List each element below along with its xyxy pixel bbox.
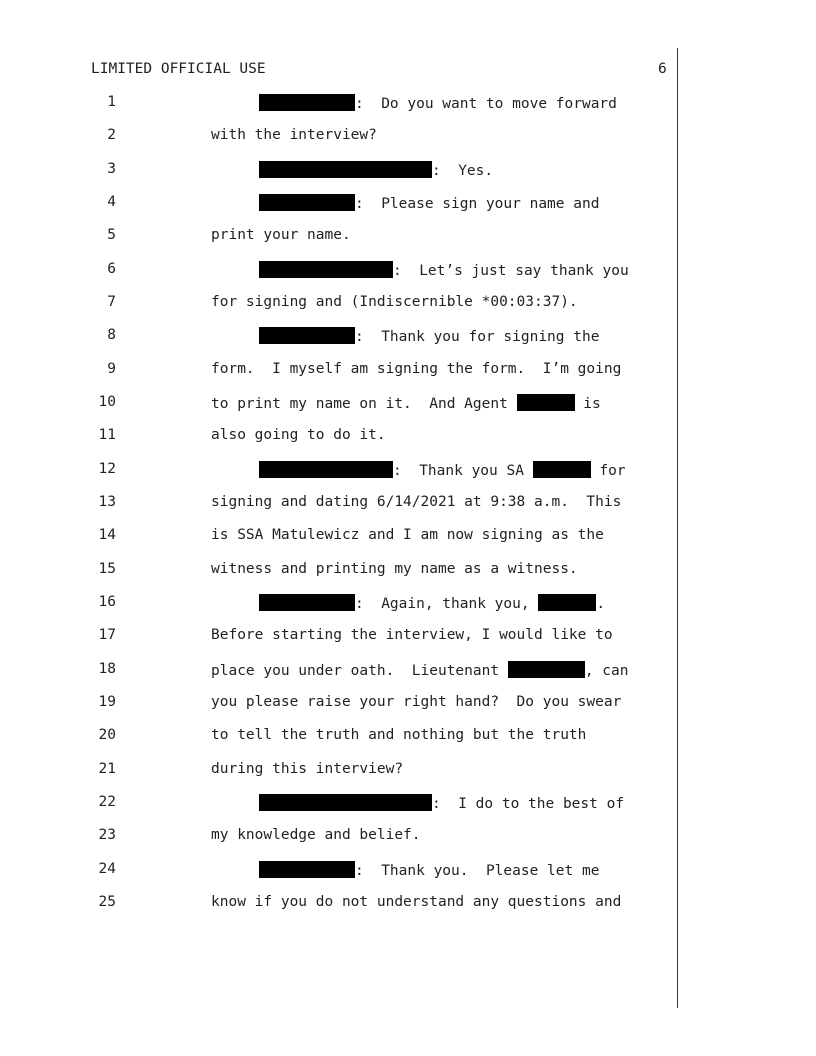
line-text: print your name. [211, 227, 351, 243]
line-text: form. I myself am signing the form. I’m going [211, 361, 622, 377]
line-text-content: . [596, 596, 606, 612]
line-text [259, 594, 605, 612]
line-text [259, 461, 626, 479]
line-number: 22 [98, 794, 116, 810]
line-text: during this interview? [211, 761, 404, 777]
line-text [259, 794, 624, 812]
line-text [259, 861, 599, 879]
line-text-content: , can [584, 663, 629, 679]
line-number: 24 [98, 861, 116, 877]
line-number: 23 [98, 827, 116, 843]
line-text-content: : Let’s just say thank you [393, 263, 629, 279]
redaction-block [259, 861, 355, 878]
line-number: 18 [98, 661, 116, 677]
line-text-content: : Please sign your name and [355, 196, 600, 212]
line-text-content: : Again, thank you, [355, 596, 539, 612]
line-text [259, 327, 599, 345]
redaction-block [259, 261, 393, 278]
redaction-block [259, 94, 355, 111]
line-number: 1 [107, 94, 116, 110]
line-text-content: is [574, 396, 601, 412]
line-text-content: : Yes. [432, 163, 494, 179]
line-text: you please raise your right hand? Do you swear [211, 694, 622, 710]
line-text: with the interview? [211, 127, 377, 143]
page-number: 6 [658, 61, 667, 77]
line-text: also going to do it. [211, 427, 386, 443]
line-text-content: : Thank you SA [393, 463, 533, 479]
line-number: 6 [107, 261, 116, 277]
redaction-block [259, 461, 393, 478]
line-number: 25 [98, 894, 116, 910]
line-text [211, 661, 628, 679]
redaction-block [259, 161, 432, 178]
line-number: 2 [107, 127, 116, 143]
line-text-content: : Do you want to move forward [355, 96, 617, 112]
line-text: know if you do not understand any questions and [211, 894, 622, 910]
line-number: 21 [98, 761, 116, 777]
line-text-content: place you under oath. Lieutenant [211, 663, 508, 679]
right-margin-rule [677, 48, 678, 1008]
line-text [259, 161, 493, 179]
line-text [259, 94, 617, 112]
line-text: my knowledge and belief. [211, 827, 421, 843]
line-text: is SSA Matulewicz and I am now signing as the [211, 527, 604, 543]
redaction-block [508, 661, 585, 678]
line-text: to tell the truth and nothing but the truth [211, 727, 587, 743]
line-text: Before starting the interview, I would like to [211, 627, 613, 643]
redaction-block [259, 327, 355, 344]
line-number: 11 [98, 427, 116, 443]
line-number: 19 [98, 694, 116, 710]
line-text-content: to print my name on it. And Agent [211, 396, 517, 412]
line-number: 9 [107, 361, 116, 377]
line-number: 13 [98, 494, 116, 510]
redaction-block [259, 194, 355, 211]
line-number: 7 [107, 294, 116, 310]
line-text-content: : Thank you. Please let me [355, 863, 600, 879]
line-number: 8 [107, 327, 116, 343]
redaction-block [533, 461, 591, 478]
line-number: 5 [107, 227, 116, 243]
line-text-content: for [590, 463, 626, 479]
line-text-content: : Thank you for signing the [355, 329, 600, 345]
line-text: witness and printing my name as a witness. [211, 561, 578, 577]
line-text-content: : I do to the best of [432, 796, 625, 812]
line-text [259, 194, 599, 212]
line-text: for signing and (Indiscernible *00:03:37). [211, 294, 578, 310]
line-text [211, 394, 601, 412]
redaction-block [259, 594, 355, 611]
line-number: 10 [98, 394, 116, 410]
line-number: 3 [107, 161, 116, 177]
redaction-block [517, 394, 575, 411]
redaction-block [538, 594, 596, 611]
line-number: 14 [98, 527, 116, 543]
line-number: 12 [98, 461, 116, 477]
line-number: 15 [98, 561, 116, 577]
line-text: signing and dating 6/14/2021 at 9:38 a.m. This [211, 494, 622, 510]
line-number: 17 [98, 627, 116, 643]
line-number: 20 [98, 727, 116, 743]
line-number: 16 [98, 594, 116, 610]
line-text [259, 261, 629, 279]
redaction-block [259, 794, 432, 811]
line-number: 4 [107, 194, 116, 210]
page-header-classification: LIMITED OFFICIAL USE [91, 61, 266, 77]
